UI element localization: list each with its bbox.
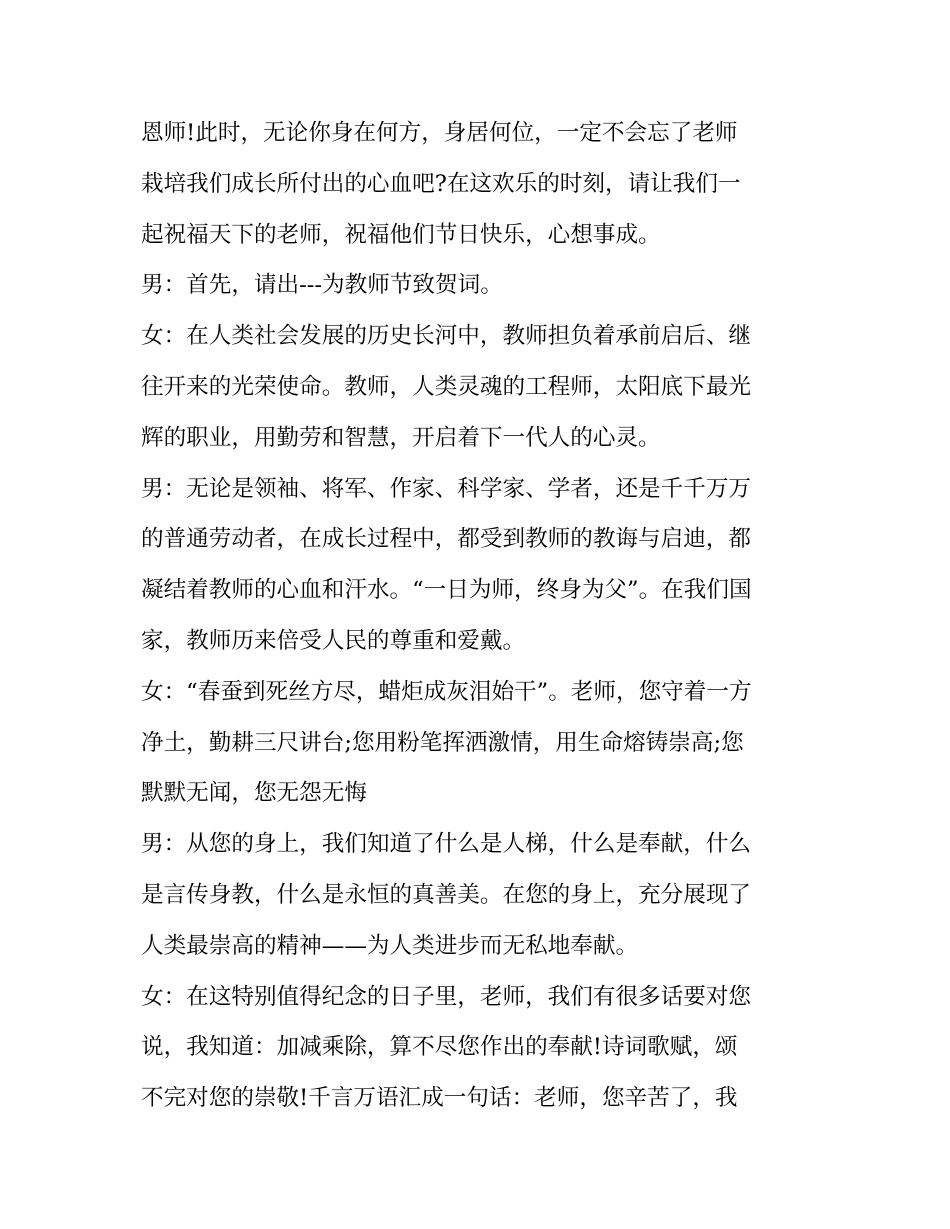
text-line: 不完对您的崇敬!千言万语汇成一句话：老师，您辛苦了，我	[141, 1085, 738, 1112]
text-line: 的普通劳动者，在成长过程中，都受到教师的教诲与启迪，都	[141, 526, 752, 553]
text-line: 女：“春蚕到死丝方尽，蜡炬成灰泪始干”。老师，您守着一方	[141, 678, 752, 705]
text-line: 女：在这特别值得纪念的日子里，老师，我们有很多话要对您	[141, 983, 752, 1010]
document-body	[141, 108, 821, 1124]
text-line: 凝结着教师的心血和汗水。“一日为师，终身为父”。在我们国	[141, 577, 752, 604]
text-line: 恩师!此时，无论你身在何方，身居何位，一定不会忘了老师	[141, 120, 738, 146]
text-line: 女：在人类社会发展的历史长河中，教师担负着承前启后、继	[141, 323, 752, 350]
text-line: 说，我知道：加减乘除，算不尽您作出的奉献!诗词歌赋，颂	[141, 1034, 738, 1061]
text-line: 往开来的光荣使命。教师，人类灵魂的工程师，太阳底下最光	[141, 373, 752, 400]
text-line: 净土，勤耕三尺讲台;您用粉笔挥洒激情，用生命熔铸崇高;您	[141, 729, 744, 756]
text-line: 家，教师历来倍受人民的尊重和爱戴。	[141, 627, 526, 654]
text-line: 男：无论是领袖、将军、作家、科学家、学者，还是千千万万	[141, 475, 752, 502]
text-line: 起祝福天下的老师，祝福他们节日快乐，心想事成。	[141, 221, 661, 248]
text-line: 男：首先，请出---为教师节致贺词。	[141, 272, 503, 299]
text-line: 人类最崇高的精神——为人类进步而无私地奉献。	[141, 932, 639, 959]
text-line: 默默无闻，您无怨无悔	[141, 780, 367, 807]
text-line: 男：从您的身上，我们知道了什么是人梯，什么是奉献，什么	[141, 831, 752, 858]
text-line: 栽培我们成长所付出的心血吧?在这欢乐的时刻，请让我们一	[141, 170, 741, 197]
text-line: 辉的职业，用勤劳和智慧，开启着下一代人的心灵。	[141, 424, 661, 451]
text-line: 是言传身教，什么是永恒的真善美。在您的身上，充分展现了	[141, 881, 752, 908]
